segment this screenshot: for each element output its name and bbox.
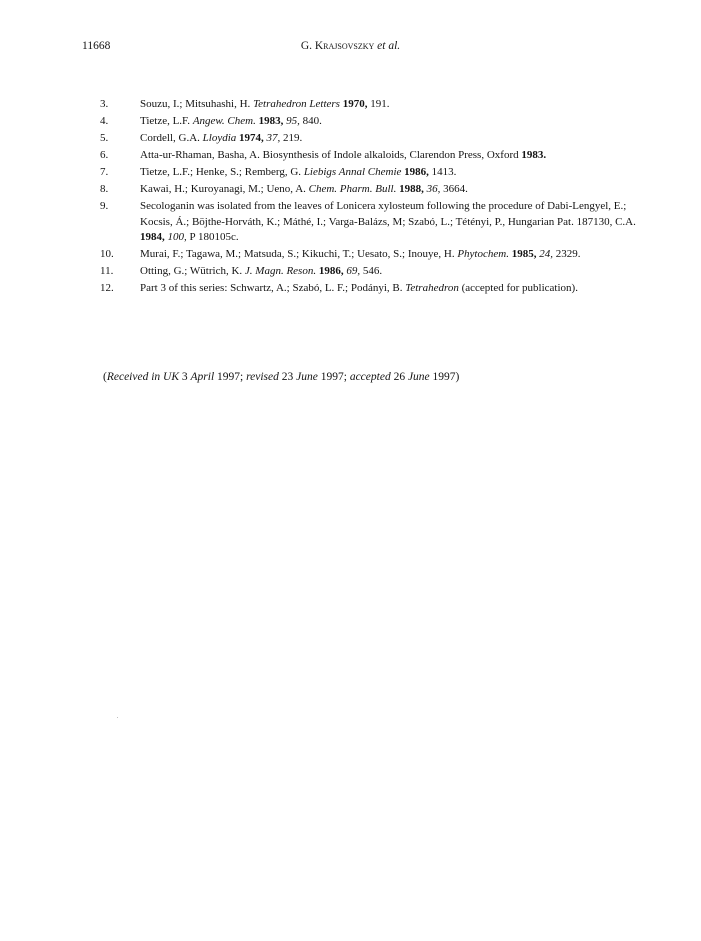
reference-number: 4. xyxy=(100,114,109,127)
reference-plain-text: Souzu, I.; Mitsuhashi, H. xyxy=(140,98,254,110)
reference-italic-text: Angew. Chem. xyxy=(192,114,256,127)
reference-italic-text: 100, xyxy=(167,231,187,244)
reference-number: 9. xyxy=(100,199,109,212)
reference-bold-text: 1985, xyxy=(511,248,537,261)
reference-italic-text: Lloydia xyxy=(202,131,237,144)
reference-plain-text: Part 3 of this series: Schwartz, A.; Szabó, L. F.; Podányi, B. xyxy=(140,282,406,295)
accepted-year: 1997 xyxy=(429,371,456,383)
received-open-paren: ( xyxy=(103,371,107,383)
received-year: 1997; xyxy=(214,371,247,383)
reference-italic-text: J. Magn. Reson. xyxy=(244,265,317,278)
reference-item xyxy=(100,264,640,280)
reference-text xyxy=(140,199,640,246)
received-note xyxy=(103,370,459,384)
accepted-date: 26 xyxy=(390,371,408,383)
running-head xyxy=(0,39,701,53)
revised-label: revised xyxy=(246,371,279,383)
reference-bold-text: 1986, xyxy=(318,265,344,278)
reference-text xyxy=(140,165,640,181)
reference-plain-text: Tietze, L.F. xyxy=(140,114,193,127)
reference-text xyxy=(140,97,640,113)
reference-item xyxy=(100,281,640,297)
accepted-label: accepted xyxy=(349,371,391,383)
reference-bold-text: 1970, xyxy=(342,98,368,110)
reference-item xyxy=(100,114,640,130)
reference-number: 3. xyxy=(100,98,109,110)
reference-plain-text: Otting, G.; Wütrich, K. xyxy=(140,265,245,278)
reference-plain-text: 1413. xyxy=(428,165,457,178)
reference-plain-text: 191. xyxy=(367,98,390,110)
reference-item xyxy=(100,199,640,246)
reference-text xyxy=(140,247,640,263)
reference-number: 6. xyxy=(100,148,109,161)
reference-number: 11. xyxy=(100,265,114,278)
reference-text xyxy=(140,281,640,297)
reference-plain-text: 219. xyxy=(280,131,303,144)
reference-plain-text: Murai, F.; Tagawa, M.; Matsuda, S.; Kikuchi, T.; Uesato, S.; Inouye, H. xyxy=(140,248,458,261)
reference-plain-text: Tietze, L.F.; Henke, S.; Remberg, G. xyxy=(140,165,304,178)
running-head-author: G. Krajsovszky xyxy=(300,40,375,52)
reference-plain-text: 3664. xyxy=(440,182,468,195)
reference-bold-text: 1986, xyxy=(404,165,429,178)
reference-plain-text: 840. xyxy=(299,114,322,127)
reference-plain-text: P 180105c. xyxy=(186,231,239,244)
reference-bold-text: 1984, xyxy=(140,231,165,244)
received-close-paren: ) xyxy=(455,371,460,383)
reference-italic-text: Liebigs Annal Chemie xyxy=(303,165,402,178)
reference-item xyxy=(100,182,640,198)
reference-plain-text: Cordell, G.A. xyxy=(140,131,203,144)
reference-item xyxy=(100,148,640,164)
revised-year: 1997; xyxy=(317,371,350,383)
reference-number: 12. xyxy=(100,282,114,295)
reference-plain-text: 2329. xyxy=(552,248,581,261)
reference-text xyxy=(140,131,640,147)
accepted-month: June xyxy=(407,371,430,383)
reference-italic-text: 24, xyxy=(539,248,553,261)
revised-date: 23 xyxy=(278,371,297,383)
reference-plain-text: 546. xyxy=(360,265,383,278)
scan-speck xyxy=(117,717,118,718)
reference-italic-text: Chem. Pharm. Bull. xyxy=(308,182,397,195)
reference-bold-text: 1983, xyxy=(258,114,284,127)
revised-month: June xyxy=(296,371,318,383)
reference-number: 5. xyxy=(100,131,109,144)
reference-text xyxy=(140,264,640,280)
page-number: 11668 xyxy=(82,40,111,52)
reference-italic-text: Tetrahedron xyxy=(405,282,459,295)
received-date: 3 xyxy=(179,371,191,383)
reference-text xyxy=(140,148,640,164)
reference-text xyxy=(140,114,640,130)
running-head-et-al: et al. xyxy=(377,40,401,52)
reference-italic-text: 36, xyxy=(426,182,441,195)
reference-plain-text: Atta-ur-Rhaman, Basha, A. Biosynthesis of Indole alkaloids, Clarendon Press, Oxford xyxy=(140,148,522,161)
reference-italic-text: Tetrahedron Letters xyxy=(253,98,340,110)
reference-number: 7. xyxy=(100,165,109,178)
reference-list xyxy=(100,97,640,298)
reference-bold-text: 1974, xyxy=(239,131,264,144)
reference-item xyxy=(100,97,640,113)
reference-item xyxy=(100,131,640,147)
reference-plain-text: (accepted for publication). xyxy=(458,282,578,295)
reference-italic-text: Phytochem. xyxy=(457,248,509,261)
reference-item xyxy=(100,247,640,263)
reference-number: 10. xyxy=(100,248,114,261)
reference-item xyxy=(100,165,640,181)
reference-italic-text: 95, xyxy=(286,114,300,127)
reference-number: 8. xyxy=(100,182,109,195)
received-month: April xyxy=(190,371,215,383)
reference-bold-text: 1983. xyxy=(521,148,547,161)
reference-plain-text: Kawai, H.; Kuroyanagi, M.; Ueno, A. xyxy=(140,182,309,195)
reference-bold-text: 1988, xyxy=(399,182,424,195)
reference-text xyxy=(140,182,640,198)
reference-italic-text: 37, xyxy=(266,131,281,144)
reference-italic-text: 69, xyxy=(346,265,361,278)
received-label: Received in UK xyxy=(106,371,180,383)
reference-plain-text: Secologanin was isolated from the leaves of Lonicera xylosteum following the procedure of Dabi-Lengyel, E.; Kocsis, Á.; Böjthe-Horváth, K.; Máthé, I.; Varga-Balázs, M; Szabó, L.; Tétényi, P., Hungarian Pat. 187130, C.A. xyxy=(140,199,636,228)
